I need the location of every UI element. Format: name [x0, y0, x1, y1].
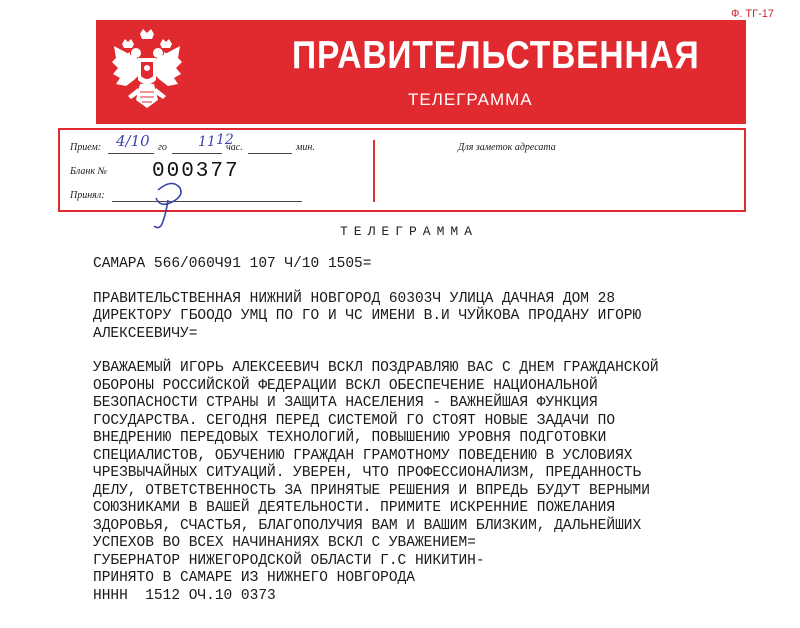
- reception-day-handwritten: 4/10: [116, 132, 150, 150]
- min-label: мин.: [296, 142, 315, 153]
- accepted-label: Принял:: [70, 190, 105, 201]
- footer-line: НННН 1512 ОЧ.10 0373: [93, 587, 276, 604]
- telegram-body: [93, 256, 753, 605]
- message-line: СПЕЦИАЛИСТОВ, ОБУЧЕНИЮ ГРАЖДАН ГРАМОТНОМУ ПОВЕДЕНИЮ В УСЛОВИЯХ: [93, 447, 633, 464]
- receipt-line: ПРИНЯТО В САМАРЕ ИЗ НИЖНЕГО НОВГОРОДА: [93, 570, 415, 586]
- reception-min-handwritten: 12: [216, 132, 234, 148]
- go-label: го: [158, 142, 167, 153]
- address-line: АЛЕКСЕЕВИЧУ=: [93, 325, 198, 342]
- message-line: ДЕЛУ, ОТВЕТСТВЕННОСТЬ ЗА ПРИНЯТЫЕ РЕШЕНИЯ И ВПРЕДЬ БУДУТ ВЕРНЫМИ: [93, 482, 650, 499]
- reception-hour-handwritten: 11: [198, 134, 216, 150]
- message-line: СОЮЗНИКАМИ В ВАШЕЙ ДЕЯТЕЛЬНОСТИ. ПРИМИТЕ ИСКРЕННИЕ ПОЖЕЛАНИЯ: [93, 500, 616, 516]
- blank-label: Бланк №: [70, 166, 107, 177]
- reception-day-line: [108, 153, 154, 154]
- signature-line: ГУБЕРНАТОР НИЖЕГОРОДСКОЙ ОБЛАСТИ Г.С НИКИТИН-: [93, 552, 485, 569]
- blank-number: 000377: [152, 160, 240, 183]
- reception-min-line: [248, 153, 292, 154]
- form-divider: [373, 140, 375, 202]
- service-line: САМАРА 566/060Ч91 107 Ч/10 1505=: [93, 256, 372, 272]
- message-line: БЕЗОПАСНОСТИ СТРАНЫ И ЗАЩИТА НАСЕЛЕНИЯ - ВАЖНЕЙШАЯ ФУНКЦИЯ: [93, 395, 598, 411]
- double-headed-eagle-emblem-icon: [110, 28, 184, 116]
- address-line: ДИРЕКТОРУ ГБООДО УМЦ ПО ГО И ЧС ИМЕНИ В.И ЧУЙКОВА ПРОДАНУ ИГОРЮ: [93, 308, 642, 324]
- telegram-heading: ТЕЛЕГРАММА: [340, 224, 479, 239]
- hour-label: час.: [226, 142, 243, 153]
- notes-label: Для заметок адресата: [458, 142, 556, 153]
- handwritten-signature: [138, 172, 198, 232]
- banner-subtitle: ТЕЛЕГРАММА: [408, 90, 533, 109]
- banner-title: ПРАВИТЕЛЬСТВЕННАЯ: [292, 34, 700, 77]
- reception-form: [58, 128, 746, 212]
- form-code: Ф. ТГ-17: [730, 8, 774, 20]
- message-line: ГОСУДАРСТВА. СЕГОДНЯ ПЕРЕД СИСТЕМОЙ ГО СТОЯТ НОВЫЕ ЗАДАЧИ ПО: [93, 412, 616, 429]
- government-banner: [96, 20, 746, 124]
- address-line: ПРАВИТЕЛЬСТВЕННАЯ НИЖНИЙ НОВГОРОД 60303Ч УЛИЦА ДАЧНАЯ ДОМ 28: [93, 290, 616, 307]
- message-line: ЗДОРОВЬЯ, СЧАСТЬЯ, БЛАГОПОЛУЧИЯ ВАМ И ВАШИМ БЛИЗКИМ, ДАЛЬНЕЙШИХ: [93, 517, 642, 534]
- message-line: ВНЕДРЕНИЮ ПЕРЕДОВЫХ ТЕХНОЛОГИЙ, ПОВЫШЕНИЮ УРОВНЯ ПОДГОТОВКИ: [93, 430, 607, 446]
- message-line: УВАЖАЕМЫЙ ИГОРЬ АЛЕКСЕЕВИЧ ВСКЛ ПОЗДРАВЛЯЮ ВАС С ДНЕМ ГРАЖДАНСКОЙ: [93, 360, 659, 376]
- message-line: ОБОРОНЫ РОССИЙСКОЙ ФЕДЕРАЦИИ ВСКЛ ОБЕСПЕЧЕНИЕ НАЦИОНАЛЬНОЙ: [93, 377, 598, 394]
- reception-hour-line: [172, 153, 222, 154]
- message-line: ЧРЕЗВЫЧАЙНЫХ СИТУАЦИЙ. УВЕРЕН, ЧТО ПРОФЕССИОНАЛИЗМ, ПРЕДАННОСТЬ: [93, 465, 642, 481]
- reception-label: Прием:: [70, 142, 102, 153]
- message-line: УСПЕХОВ ВО ВСЕХ НАЧИНАНИЯХ ВСКЛ С УВАЖЕНИЕМ=: [93, 535, 476, 551]
